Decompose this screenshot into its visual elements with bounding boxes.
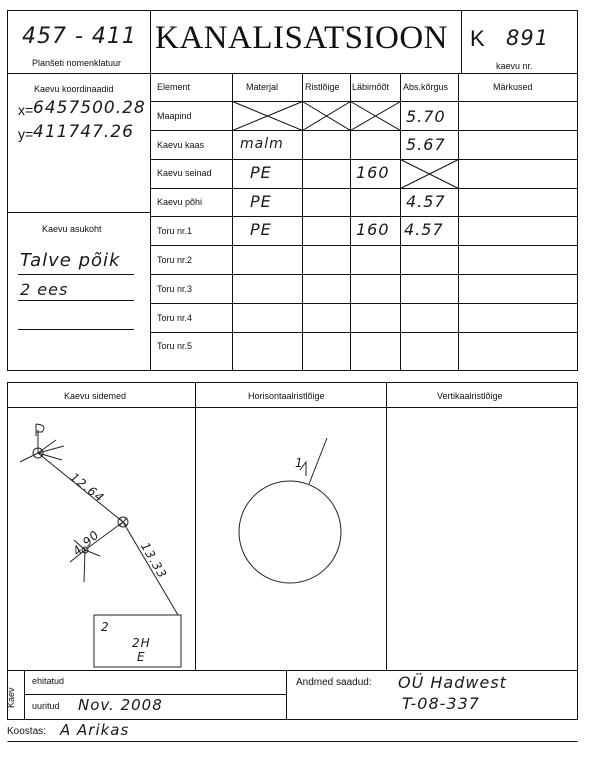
uuritud-value: Nov. 2008 bbox=[78, 696, 163, 714]
row-abs: 5.67 bbox=[406, 135, 446, 154]
row-abs: 5.70 bbox=[406, 107, 446, 126]
kaevu-nr-prefix: K bbox=[470, 26, 485, 51]
asukoht-label: Kaevu asukoht bbox=[42, 224, 102, 234]
kaevu-nr-value: 891 bbox=[506, 26, 550, 50]
pipe-label: 1 bbox=[295, 456, 304, 470]
andmed-value-2: T-08-337 bbox=[402, 694, 480, 713]
row-element: Toru nr.1 bbox=[157, 226, 193, 236]
section-sidemed: Kaevu sidemed bbox=[64, 391, 127, 401]
form-title: KANALISATSIOON bbox=[155, 20, 448, 56]
row-materjal: PE bbox=[250, 220, 272, 239]
row-element: Toru nr.5 bbox=[157, 341, 193, 351]
th-markused: Märkused bbox=[493, 82, 533, 92]
sketch-distance-1: 12.64 bbox=[67, 470, 108, 506]
kaevu-nr-label: kaevu nr. bbox=[496, 61, 533, 71]
row-labimoot: 160 bbox=[356, 163, 390, 182]
koostas-label: Koostas: bbox=[7, 726, 46, 737]
row-element: Kaevu põhi bbox=[157, 197, 203, 207]
th-element: Element bbox=[157, 82, 191, 92]
row-element: Kaevu kaas bbox=[157, 140, 205, 150]
sketch-distance-3: 4.90 bbox=[70, 527, 103, 559]
section-horisontaal: Horisontaalristlõige bbox=[248, 391, 325, 401]
horizontal-section-circle bbox=[239, 481, 341, 583]
coord-y-value: 411747.26 bbox=[33, 122, 134, 142]
row-materjal: PE bbox=[250, 163, 272, 182]
coords-label: Kaevu koordinaadid bbox=[34, 84, 114, 94]
sketch-box-b: 2H bbox=[132, 636, 151, 650]
th-abs-korgus: Abs.kõrgus bbox=[403, 82, 449, 92]
row-abs: 4.57 bbox=[404, 220, 444, 239]
uuritud-label: uuritud bbox=[32, 701, 60, 711]
row-abs: 4.57 bbox=[406, 192, 446, 211]
sketch-distance-2: 13.33 bbox=[137, 540, 170, 582]
th-labimoot: Läbimõõt bbox=[352, 82, 390, 92]
andmed-label: Andmed saadud: bbox=[296, 677, 372, 688]
asukoht-line1: Talve põik bbox=[20, 250, 121, 271]
coord-y-prefix: y= bbox=[18, 126, 34, 142]
koostas-value: A Arikas bbox=[60, 721, 130, 739]
sketch-box-a: 2 bbox=[101, 620, 110, 634]
andmed-value-1: OÜ Hadwest bbox=[398, 673, 507, 692]
th-materjal: Materjal bbox=[246, 82, 279, 92]
row-element: Toru nr.2 bbox=[157, 255, 193, 265]
footer-side-label: Kaev bbox=[6, 687, 16, 708]
row-element: Toru nr.3 bbox=[157, 284, 193, 294]
nomenclature-label: Planšeti nomenklatuur bbox=[32, 58, 122, 68]
row-materjal: PE bbox=[250, 192, 272, 211]
row-labimoot: 160 bbox=[356, 220, 390, 239]
row-element: Maapind bbox=[157, 111, 192, 121]
row-materjal: malm bbox=[240, 136, 284, 152]
ehitatud-label: ehitatud bbox=[32, 676, 65, 686]
asukoht-line2: 2 ees bbox=[20, 280, 69, 299]
coord-x-value: 6457500.28 bbox=[33, 98, 146, 118]
section-vertikaal: Vertikaalristlõige bbox=[437, 391, 503, 401]
nomenclature-value: 457 - 411 bbox=[22, 24, 137, 49]
coord-x-prefix: x= bbox=[18, 102, 34, 118]
row-element: Toru nr.4 bbox=[157, 313, 193, 323]
th-ristloige: Ristlõige bbox=[305, 82, 340, 92]
sketch-box-c: E bbox=[137, 650, 146, 664]
location-sketch bbox=[20, 424, 341, 667]
row-element: Kaevu seinad bbox=[157, 168, 212, 178]
